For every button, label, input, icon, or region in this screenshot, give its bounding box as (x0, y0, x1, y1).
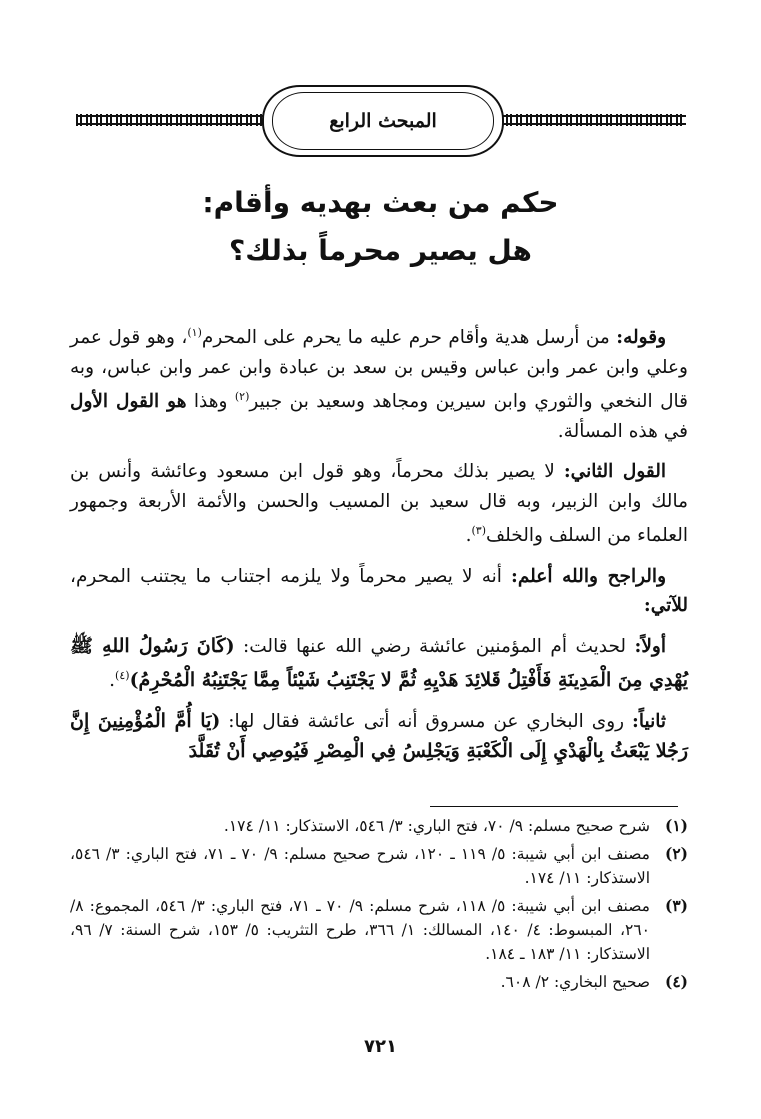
paragraph-text: . (465, 525, 472, 547)
paragraph-text: لا يصير بذلك محرماً، وهو قول ابن مسعود وعائشة وأنس بن مالك وابن الزبير، وبه قال سعيد بن المسيب والحسن والأئمة الأربعة وجمهور العلماء من السلف والخلف (70, 461, 688, 547)
paragraph-5 (70, 707, 688, 766)
footnotes (70, 814, 688, 998)
paragraph-3 (70, 562, 688, 621)
paragraph-text: وهذا (186, 391, 235, 413)
footnote-number: (٤) (664, 972, 688, 991)
page-number: ٧٢١ (364, 1036, 397, 1057)
ornament-border-right (496, 114, 686, 126)
paragraph-label: ثانياً: (632, 711, 666, 733)
footnote-number: (٣) (664, 896, 688, 915)
hadith-quote: (يَا أُمَّ الْمُؤْمِنِينَ إِنَّ رَجُلا يَبْعَثُ بِالْهَدْيِ إِلَى الْكَعْبَةِ وَيَجْلِسُ فِي الْمِصْرِ فَيُوصِي أَنْ تُقَلَّدَ (70, 710, 688, 762)
footnote-ref: (٣) (471, 524, 487, 538)
footnote-separator (430, 806, 678, 807)
paragraph-label: القول الثاني: (563, 461, 667, 483)
footnote-number: (٢) (664, 844, 688, 863)
paragraph-label: أولاً: (634, 635, 666, 657)
paragraph-label: والراجح والله أعلم: (511, 565, 666, 587)
footnote-ref: (٢) (234, 390, 250, 404)
section-label: المبحث الرابع (329, 110, 437, 132)
ornament-border-left (76, 114, 266, 126)
paragraph-text: أنه لا يصير محرماً ولا يلزمه اجتناب ما يجتنب المحرم، (70, 565, 512, 587)
footnote-text: مصنف ابن أبي شيبة: ٥/ ١١٨، شرح مسلم: ٩/ ٧٠ ـ ٧١، فتح الباري: ٣/ ٥٤٦، المجموع: ٨/ ٢٦٠، المبسوط: ٤/ ١٤٠، المسالك: ١/ ٣٦٦، طرح التثريب: ٥/ ١٥٣، شرح السنة: ٧/ ٩٦، الاستذكار: ١١/ ١٨٣ ـ ١٨٤. (70, 897, 650, 963)
paragraph-2 (70, 457, 688, 551)
footnote-text: مصنف ابن أبي شيبة: ٥/ ١١٩ ـ ١٢٠، شرح صحيح مسلم: ٩/ ٧٠ ـ ٧١، فتح الباري: ٣/ ٥٤٦، الاستذكار: ١١/ ١٧٤. (70, 845, 650, 887)
paragraph-text: في هذه المسألة. (557, 420, 688, 442)
paragraph-emphasis: للآتي: (643, 595, 688, 617)
paragraph-label: وقوله: (616, 327, 666, 349)
footnote-text: شرح صحيح مسلم: ٩/ ٧٠، فتح الباري: ٣/ ٥٤٦، الاستذكار: ١١/ ١٧٤. (223, 817, 650, 835)
footnote (70, 814, 688, 838)
footnote (70, 842, 688, 890)
body-text (70, 318, 688, 777)
section-header (76, 85, 686, 155)
page-title-line-1: حكم من بعث بهديه وأقام: (202, 186, 559, 219)
footnote (70, 894, 688, 966)
paragraph-text: من أرسل هدية وأقام حرم عليه ما يحرم على المحرم (201, 327, 617, 349)
paragraph-emphasis: هو القول الأول (70, 391, 187, 413)
paragraph-text: ، وهو قول عمر وعلي وابن عمر وابن عباس وقيس بن سعد بن عبادة وابن عمر وابن عباس، وبه قال النخعي والثوري وابن سيرين ومجاهد وسعيد بن جبير (70, 327, 688, 413)
footnote-ref: (١) (187, 326, 202, 339)
paragraph-4 (70, 632, 688, 696)
page-title-line-2: هل يصير محرماً بذلك؟ (229, 234, 532, 267)
footnote (70, 970, 688, 994)
footnote-text: صحيح البخاري: ٢/ ٦٠٨. (500, 973, 650, 991)
paragraph-text: . (109, 670, 116, 692)
paragraph-1 (70, 318, 688, 446)
section-label-frame (262, 85, 504, 157)
hadith-quote: (كَانَ رَسُولُ اللهِ ﷺ يُهْدِي مِنَ الْمَدِينَةِ فَأَفْتِلُ قَلائِدَ هَدْيِهِ ثُمَّ لا يَجْتَنِبُ شَيْئاً مِمَّا يَجْتَنِبُهُ الْمُحْرِمُ) (70, 634, 688, 692)
footnote-ref: (٤) (115, 669, 130, 683)
footnote-number: (١) (664, 816, 688, 835)
paragraph-text: روى البخاري عن مسروق أنه أتى عائشة فقال لها: (220, 711, 633, 733)
paragraph-text: لحديث أم المؤمنين عائشة رضي الله عنها قالت: (234, 635, 635, 657)
